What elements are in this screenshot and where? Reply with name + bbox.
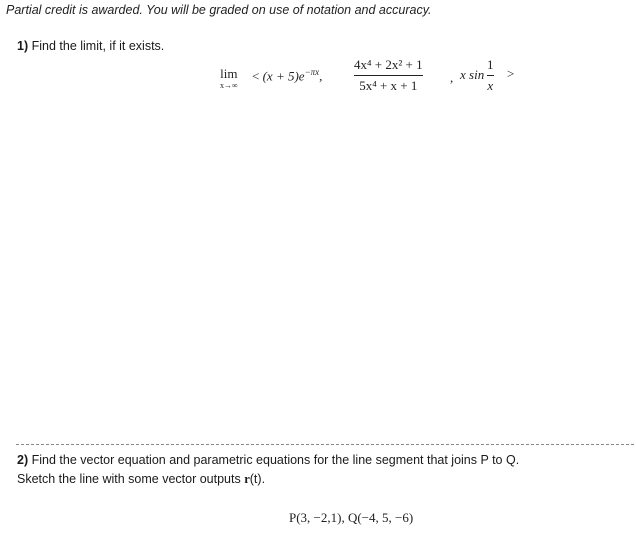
exp-base: (x + 5)e xyxy=(262,68,305,84)
limit-operator xyxy=(220,67,238,90)
question-2-prompt xyxy=(17,451,519,489)
comma-1: , xyxy=(319,68,323,84)
question-1-prompt xyxy=(17,39,164,53)
question-2-text-line2: Sketch the line with some vector outputs xyxy=(17,472,245,486)
question-1-text: Find the limit, if it exists. xyxy=(31,39,165,53)
section-divider xyxy=(16,444,634,445)
sin-fraction xyxy=(487,57,494,94)
lim-word: lim xyxy=(220,66,238,81)
x-sin-text: x sin xyxy=(460,67,485,82)
close-angle: > xyxy=(507,66,515,81)
exp-power: −πx xyxy=(304,67,320,77)
open-angle: < xyxy=(252,68,260,84)
fraction-denominator: 5x⁴ + x + 1 xyxy=(359,78,418,93)
lim-subscript: x→∞ xyxy=(220,81,238,90)
sin-numerator: 1 xyxy=(487,57,494,72)
third-component-prefix xyxy=(460,67,484,83)
question-2-text-line2-end: (t). xyxy=(249,472,266,486)
instructions-text: Partial credit is awarded. You will be graded on use of notation and accuracy. xyxy=(6,3,432,17)
sin-denominator: x xyxy=(487,78,494,93)
question-2-text-line1: Find the vector equation and parametric equations for the line segment that joins P to Q. xyxy=(31,453,520,467)
vector-r: r xyxy=(244,472,250,486)
question-1-number: 1) xyxy=(17,39,29,53)
fraction-numerator: 4x⁴ + 2x² + 1 xyxy=(354,57,423,72)
sin-fraction-bar xyxy=(487,75,494,76)
comma-2: , xyxy=(450,70,454,85)
rational-fraction xyxy=(354,57,423,94)
first-component xyxy=(252,67,322,84)
question-2-number: 2) xyxy=(17,453,29,467)
fraction-bar xyxy=(354,75,423,76)
points-pq: P(3, −2,1), Q(−4, 5, −6) xyxy=(289,510,414,525)
